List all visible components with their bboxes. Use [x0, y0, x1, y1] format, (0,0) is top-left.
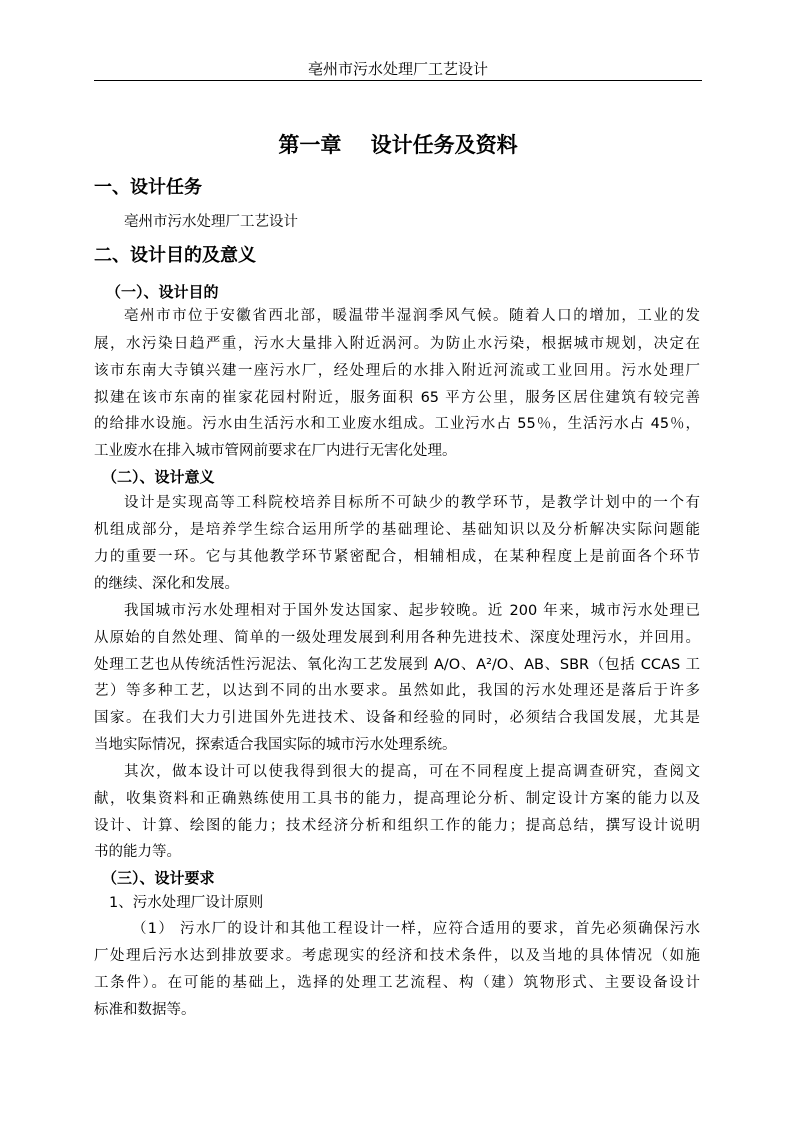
paragraph-line: 艺）等多种工艺，以达到不同的出水要求。虽然如此，我国的污水处理还是落后于许多 — [94, 683, 700, 699]
paragraph-line: 国家。在我们大力引进国外先进技术、设备和经验的同时，必须结合我国发展，尤其是 — [94, 710, 700, 726]
subheading-requirements: （三）、设计要求 — [102, 869, 215, 887]
header-rule — [94, 80, 702, 81]
paragraph-line: 机组成部分，是培养学生综合运用所学的基础理论、基础知识以及分析解决实际问题能 — [94, 522, 700, 538]
paragraph-line: 厂处理后污水达到排放要求。考虑现实的经济和技术条件，以及当地的具体情况（如施 — [94, 948, 700, 964]
paragraph-line: 拟建在该市东南的崔家花园村附近，服务面积 65 平方公里，服务区居住建筑有较完善 — [94, 390, 700, 406]
running-header: 亳州市污水处理厂工艺设计 — [307, 60, 488, 78]
paragraph-line: 该市东南大寺镇兴建一座污水厂，经处理后的水排入附近河流或工业回用。污水处理厂 — [94, 363, 700, 379]
paragraph-line: 献，收集资料和正确熟练使用工具书的能力，提高理论分析、制定设计方案的能力以及 — [94, 791, 700, 807]
subheading-significance: （二）、设计意义 — [102, 468, 215, 486]
paragraph-line: 设计是实现高等工科院校培养目标所不可缺少的教学环节，是教学计划中的一个有 — [124, 495, 700, 511]
paragraph-line: 设计、计算、绘图的能力；技术经济分析和组织工作的能力；提高总结，撰写设计说明 — [94, 818, 700, 834]
paragraph-line: 展，水污染日趋严重，污水大量排入附近涡河。为防止水污染，根据城市规划，决定在 — [94, 336, 700, 352]
chapter-title: 第一章 设计任务及资料 — [278, 132, 518, 157]
paragraph-line: 亳州市市位于安徽省西北部，暖温带半湿润季风气候。随着人口的增加，工业的发 — [124, 308, 700, 324]
paragraph-line: 力的重要一环。它与其他教学环节紧密配合，相辅相成，在某种程度上是前面各个环节 — [94, 549, 700, 565]
paragraph-line: 的继续、深化和发展。 — [94, 576, 239, 592]
paragraph-line: 标准和数据等。 — [94, 1002, 196, 1018]
paragraph-line: 我国城市污水处理相对于国外发达国家、起步较晚。近 200 年来，城市污水处理已 — [124, 603, 700, 619]
paragraph-line: 工业废水在排入城市管网前要求在厂内进行无害化处理。 — [94, 443, 457, 459]
list-item-principles: 1、污水处理厂设计原则 — [109, 895, 264, 911]
task-body: 亳州市污水处理厂工艺设计 — [124, 214, 298, 230]
paragraph-line: 当地实际情况，探索适合我国实际的城市污水处理系统。 — [94, 737, 457, 753]
section-heading-purpose: 二、设计目的及意义 — [94, 245, 256, 266]
paragraph-line: 处理工艺也从传统活性污泥法、氧化沟工艺发展到 A/O、A²/O、AB、SBR（包括 CCAS 工 — [94, 657, 700, 673]
paragraph-line: 工条件）。在可能的基础上，选择的处理工艺流程、构（建）筑物形式、主要设备设计 — [94, 975, 700, 991]
section-heading-task: 一、设计任务 — [94, 177, 202, 198]
paragraph-line: 其次，做本设计可以使我得到很大的提高，可在不同程度上提高调查研究，查阅文 — [124, 764, 700, 780]
paragraph-line: （1） 污水厂的设计和其他工程设计一样，应符合适用的要求，首先必须确保污水 — [132, 921, 700, 937]
paragraph-line: 的给排水设施。污水由生活污水和工业废水组成。工业污水占 55％，生活污水占 45％， — [94, 416, 700, 432]
subheading-purpose: （一）、设计目的 — [106, 283, 219, 301]
paragraph-line: 书的能力等。 — [94, 844, 181, 860]
paragraph-line: 从原始的自然处理、简单的一级处理发展到利用各种先进技术、深度处理污水，并回用。 — [94, 630, 700, 646]
